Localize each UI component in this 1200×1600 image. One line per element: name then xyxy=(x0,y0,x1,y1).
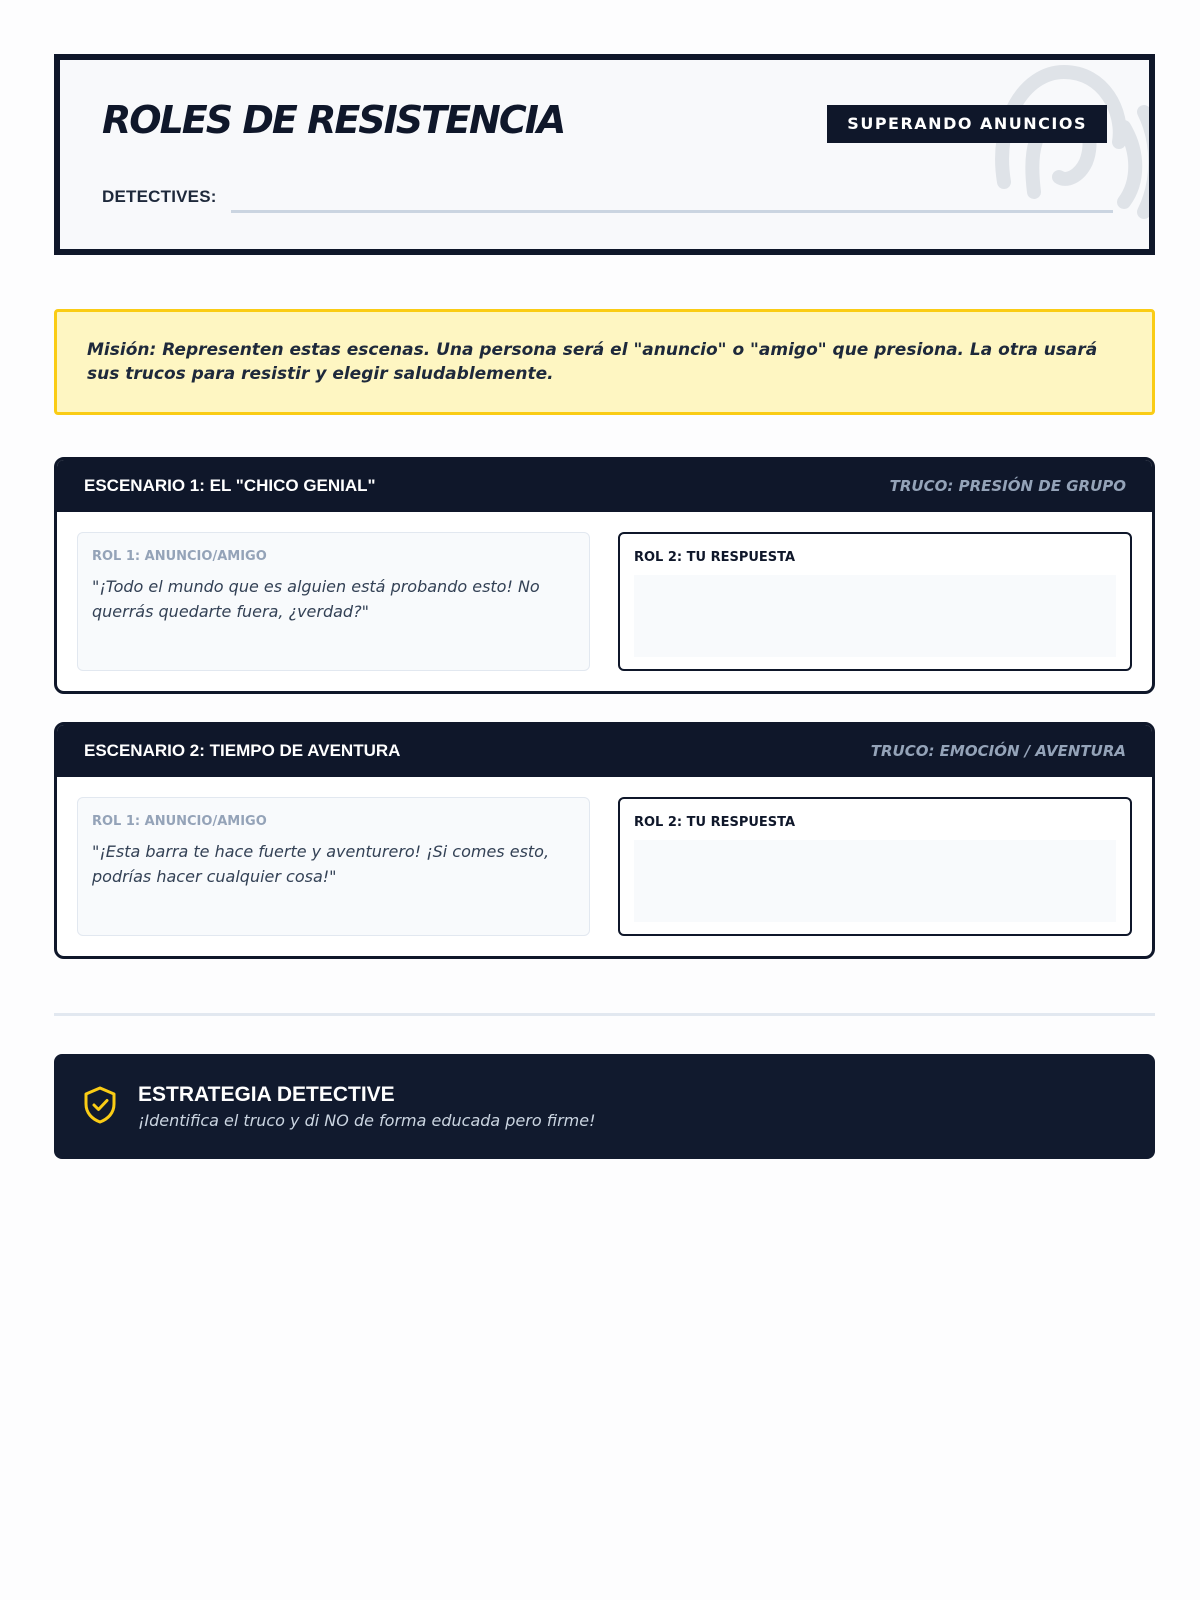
section-divider xyxy=(54,1013,1155,1016)
role2-label: ROL 2: TU RESPUESTA xyxy=(634,815,796,830)
role1-label: ROL 1: ANUNCIO/AMIGO xyxy=(92,814,267,829)
role2-panel xyxy=(618,532,1132,671)
detectives-label: DETECTIVES: xyxy=(102,187,217,206)
shield-check-icon xyxy=(82,1085,118,1125)
worksheet-header xyxy=(54,54,1155,255)
strategy-title: ESTRATEGIA DETECTIVE xyxy=(138,1083,395,1106)
scenario-trick: TRUCO: PRESIÓN DE GRUPO xyxy=(889,477,1126,495)
detectives-name-line[interactable] xyxy=(231,210,1113,213)
worksheet xyxy=(54,54,1155,1159)
scenario-body xyxy=(57,777,1152,936)
response-answer-area[interactable] xyxy=(634,840,1116,922)
mission-box: Misión: Representen estas escenas. Una persona será el "anuncio" o "amigo" que presiona. La otra usará sus trucos para resistir y elegir saludablemente. xyxy=(54,309,1155,415)
scenario-trick: TRUCO: EMOCIÓN / AVENTURA xyxy=(870,742,1126,760)
role1-quote: "¡Todo el mundo que es alguien está probando esto! No querrás quedarte fuera, ¿verdad?" xyxy=(92,577,540,621)
scenario-body xyxy=(57,512,1152,671)
response-answer-area[interactable] xyxy=(634,575,1116,657)
page-title: ROLES DE RESISTENCIA xyxy=(102,98,565,142)
detectives-field xyxy=(102,187,1113,207)
scenario-header xyxy=(57,725,1152,777)
scenario-header xyxy=(57,460,1152,512)
role1-label: ROL 1: ANUNCIO/AMIGO xyxy=(92,549,267,564)
scenario-card-1 xyxy=(54,457,1155,694)
scenario-card-2 xyxy=(54,722,1155,959)
role1-panel xyxy=(77,532,590,671)
strategy-text xyxy=(138,1083,596,1130)
scenario-title: ESCENARIO 2: TIEMPO DE AVENTURA xyxy=(84,741,401,760)
role1-quote: "¡Esta barra te hace fuerte y aventurero! ¡Si comes esto, podrías hacer cualquier cosa!" xyxy=(92,842,550,886)
topic-badge: SUPERANDO ANUNCIOS xyxy=(827,105,1107,143)
strategy-subtitle: ¡Identifica el truco y di NO de forma educada pero firme! xyxy=(138,1111,596,1130)
role2-panel xyxy=(618,797,1132,936)
role2-label: ROL 2: TU RESPUESTA xyxy=(634,550,796,565)
strategy-banner xyxy=(54,1054,1155,1159)
role1-panel xyxy=(77,797,590,936)
scenario-title: ESCENARIO 1: EL "CHICO GENIAL" xyxy=(84,476,376,495)
